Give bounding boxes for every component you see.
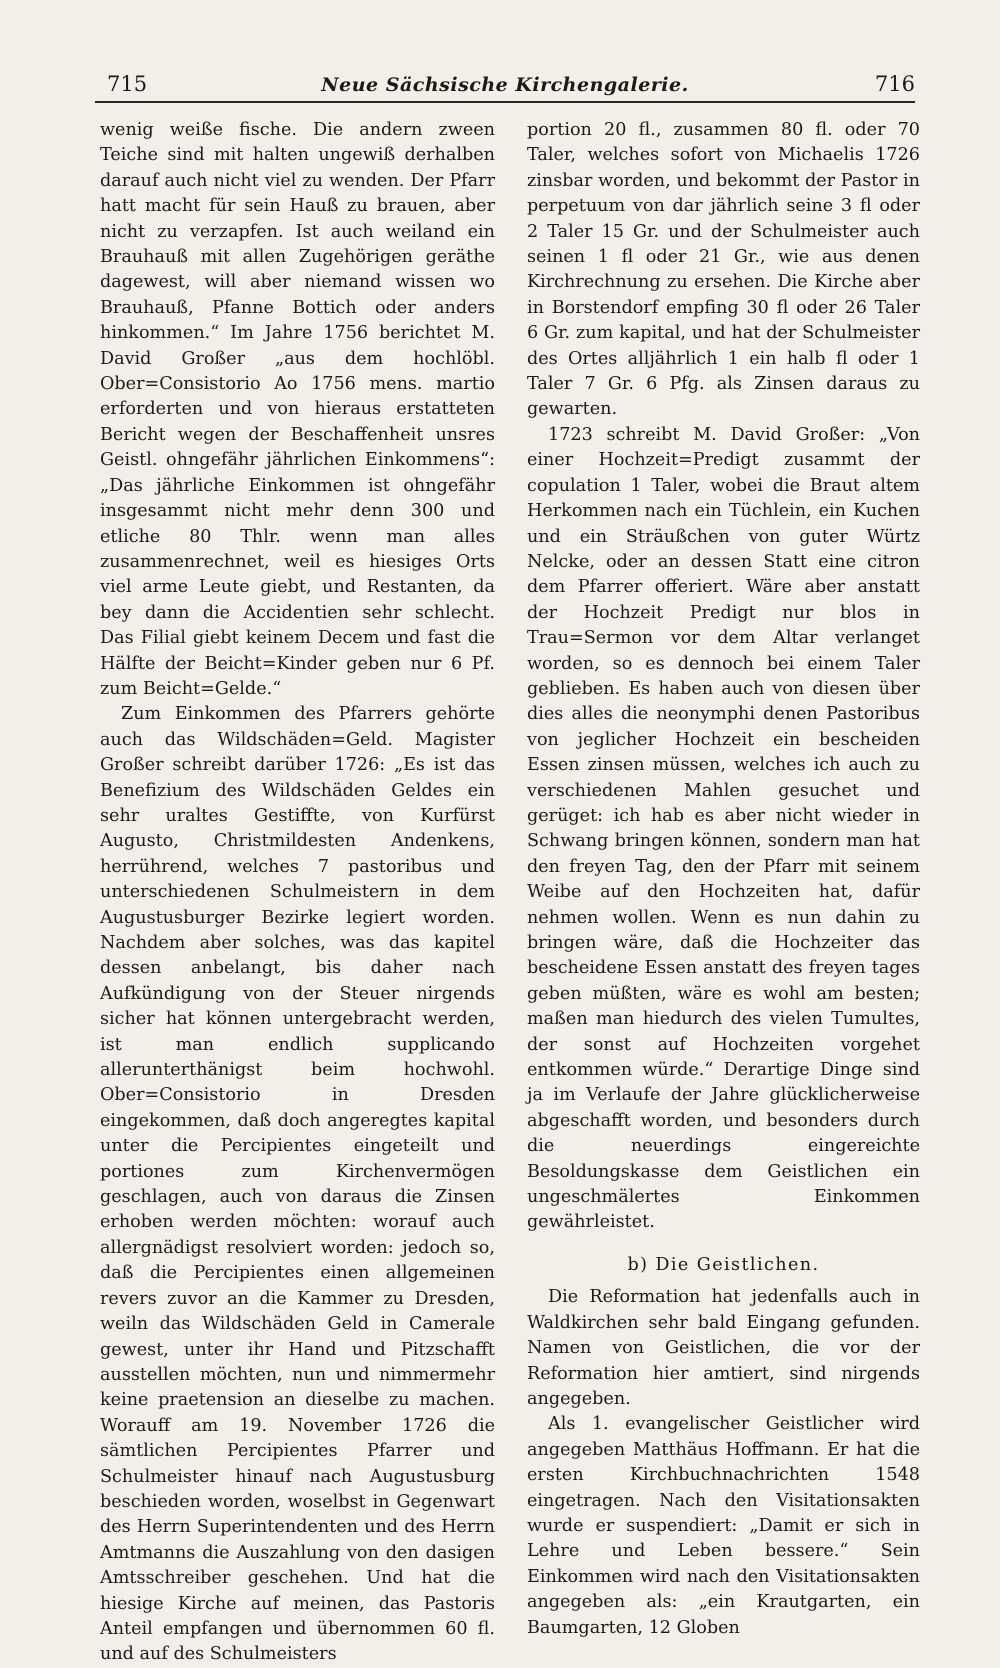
paragraph: Zum Einkommen des Pfarrers gehörte auch das Wildschäden=Geld. Magister Großer schreibt darüber 1726: „Es ist das Benefizium des Wildschäden Geldes ein sehr uraltes Gestiffte, von Kurfürst Augusto, Christmildesten Andenkens, herrührend, welches 7 pastoribus und unterschiedenen Schulmeistern in dem Augustusburger Bezirke legiert worden. Nachdem aber solches, was das kapitel dessen anbelangt, bis daher nach Aufkündigung von der Steuer nirgends sicher hat können untergebracht werden, ist man endlich supplicando allerunterthänigst beim hochwohl. Ober=Consistorio in Dresden eingekommen, daß doch angeregtes kapital unter die Percipientes eingeteilt und portiones zum Kirchenvermögen geschlagen, auch von daraus die Zinsen erhoben werden möchten: worauf auch allergnädigst resolviert worden: jedoch so, daß die Percipientes einen allgemeinen revers zuvor an die Kammer zu Dresden, weiln das Wildschäden Geld in Camerale gewest, unter ihr Hand und Pitzschafft ausstellen möchten, nun und nimmermehr keine praetension an dieselbe zu machen. Worauff am 19. November 1726 die sämtlichen Percipientes Pfarrer und Schulmeister hinauf nach Augustusburg beschieden worden, woselbst in Gegenwart des Herrn Superintendenten und des Herrn Amtmanns die Auszahlung von den dasigen Amtsschreiber geschehen. Und hat die hiesige Kirche auf meinen, das Pastoris Anteil empfangen und übernommen 60 fl. und auf des Schulmeisters [100, 704, 495, 1665]
page-number-left: 715 [107, 72, 148, 96]
paragraph: Die Reformation hat jedenfalls auch in Waldkirchen sehr bald Eingang gefunden. Namen von Geistlichen, die vor der Reformation hier amtiert, sind nirgends angegeben. [527, 1287, 920, 1409]
section-heading: b) Die Geistlichen. [627, 1254, 820, 1275]
page-header [95, 72, 915, 102]
paragraph: portion 20 fl., zusammen 80 fl. oder 70 Taler, welches sofort von Michaelis 1726 zinsbar worden, und bekommt der Pastor in perpetuum von dar jährlich seine 3 fl oder 2 Taler 15 Gr. und der Schulmeister auch seinen 1 fl oder 21 Gr., wie aus denen Kirchrechnung zu ersehen. Die Kirche aber in Borstendorf empfing 30 fl oder 26 Taler 6 Gr. zum kapital, und hat der Schulmeister des Ortes alljährlich 1 ein halb fl oder 1 Taler 7 Gr. 6 Pfg. als Zinsen daraus zu gewarten. [527, 120, 920, 420]
page-number-right: 716 [874, 72, 915, 96]
left-column [100, 118, 495, 1665]
paragraph: 1723 schreibt M. David Großer: „Von einer Hochzeit=Predigt zusammt der copulation 1 Taler, wobei die Braut altem Herkommen nach ein Tüchlein, ein Kuchen und ein Sträußchen von guter Würtz Nelcke, oder an dessen Statt eine citron dem Pfarrer offeriert. Wäre aber anstatt der Hochzeit Predigt nur blos in Trau=Sermon vor dem Altar verlanget worden, so es dennoch bei einem Taler geblieben. Es haben auch von diesen über dies alles die neonymphi denen Pastoribus von jeglicher Hochzeit ein bescheiden Essen zinsen müssen, welches ich auch zu verschiedenen Mahlen gesuchet und gerüget: ich hab es aber nicht wieder in Schwang bringen können, sondern man hat den freyen Tag, den der Pfarr mit seinem Weibe auf den Hochzeiten hat, dafür nehmen wollen. Wenn es nun dahin zu bringen wäre, daß die Hochzeiter das bescheidene Essen anstatt des freyen tages geben müßten, wäre es wohl am besten; maßen man hiedurch des vielen Tumultes, der sonst auf Hochzeiten vorgehet entkommen würde.“ Derartige Dinge sind ja im Verlaufe der Jahre glücklicherweise abgeschafft worden, und besonders durch die neuerdings eingereichte Besoldungskasse dem Geistlichen ein ungeschmälertes Einkommen gewährleistet. [527, 424, 920, 1233]
paragraph: Als 1. evangelischer Geistlicher wird angegeben Matthäus Hoffmann. Er hat die ersten Kirchbuchnachrichten 1548 eingetragen. Nach den Visitationsakten wurde er suspendiert: „Damit er sich in Lehre und Leben bessere.“ Sein Einkommen wird nach den Visitationsakten angegeben als: „ein Krautgarten, ein Baumgarten, 12 Globen [527, 1414, 920, 1638]
running-title: Neue Sächsische Kirchengalerie. [321, 74, 689, 96]
header-rule [95, 101, 915, 103]
right-column [527, 118, 920, 1638]
paragraph: wenig weiße fische. Die andern zween Teiche sind mit halten ungewiß derhalben darauf auch nicht viel zu wenden. Der Pfarr hatt macht für sein Hauß zu brauen, aber nicht zu verzapfen. Ist auch weiland ein Brauhauß mit allen Zugehörigen geräthe dagewest, will aber niemand wissen wo Brauhauß, Pfanne Bottich oder anders hinkommen.“ Im Jahre 1756 berichtet M. David Großer „aus dem hochlöbl. Ober=Consistorio Ao 1756 mens. martio erforderten und von hieraus erstatteten Bericht wegen der Beschaffenheit unsres Geistl. ohngefähr jährlichen Einkommens“: „Das jährliche Einkommen ist ohngefähr insgesammt nicht mehr denn 300 und etliche 80 Thlr. wenn man alles zusammenrechnet, weil es hiesiges Orts viel arme Leute giebt, und Restanten, da bey dann die Accidentien sehr schlecht. Das Filial giebt keinem Decem und fast die Hälfte der Beicht=Kinder geben nur 6 Pf. zum Beicht=Gelde.“ [100, 120, 495, 699]
